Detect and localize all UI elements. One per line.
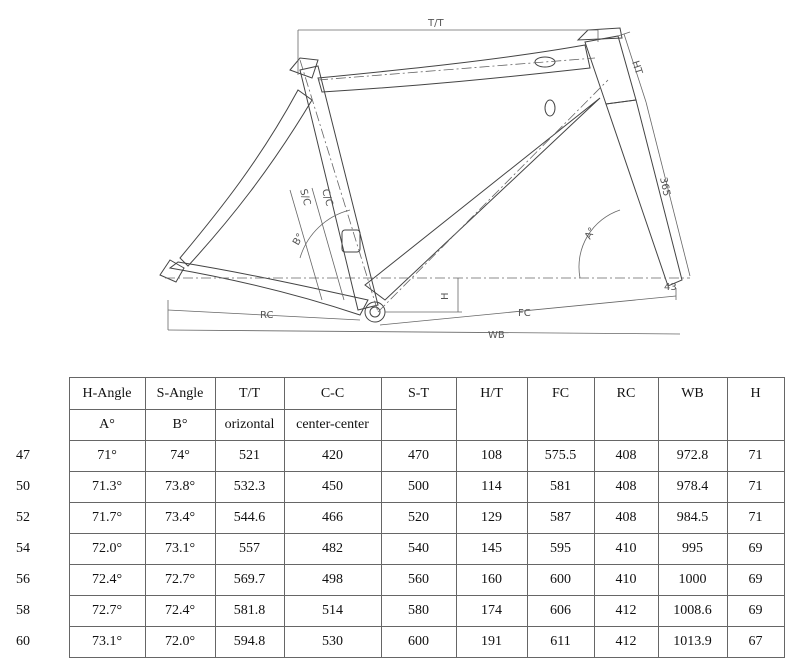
table-row — [14, 534, 784, 565]
cell-ht: 160 — [456, 565, 527, 596]
label-43: 43 — [664, 282, 677, 293]
label-rc: RC — [260, 310, 274, 321]
cell-tt: 521 — [215, 441, 284, 472]
cell-h-angle: 72.4° — [69, 565, 145, 596]
subheader-b: B° — [145, 410, 215, 441]
cell-cc: 482 — [284, 534, 381, 565]
cell-h-angle: 73.1° — [69, 627, 145, 658]
cell-h-angle: 72.0° — [69, 534, 145, 565]
cell-cc: 514 — [284, 596, 381, 627]
cell-wb: 984.5 — [658, 503, 727, 534]
cell-ht: 174 — [456, 596, 527, 627]
cell-wb: 972.8 — [658, 441, 727, 472]
header-wb: WB — [658, 378, 727, 410]
top-tube — [318, 45, 590, 92]
cell-st: 540 — [381, 534, 456, 565]
cell-rc: 410 — [594, 534, 658, 565]
rear-dropout — [160, 260, 184, 282]
cell-h-angle: 71.7° — [69, 503, 145, 534]
cell-tt: 532.3 — [215, 472, 284, 503]
cell-wb: 978.4 — [658, 472, 727, 503]
cell-ht: 191 — [456, 627, 527, 658]
cell-st: 600 — [381, 627, 456, 658]
cell-rc: 408 — [594, 441, 658, 472]
cell-cc: 530 — [284, 627, 381, 658]
cell-tt: 569.7 — [215, 565, 284, 596]
cell-h-angle: 71° — [69, 441, 145, 472]
cell-h-angle: 71.3° — [69, 472, 145, 503]
cell-fc: 595 — [527, 534, 594, 565]
header-h-angle: H-Angle — [69, 378, 145, 410]
cell-rc: 408 — [594, 472, 658, 503]
cell-size: 56 — [16, 572, 30, 587]
down-tube — [365, 98, 600, 300]
cell-size: 60 — [16, 634, 30, 649]
label-b-angle: B° — [291, 231, 307, 248]
header-s-angle: S-Angle — [145, 378, 215, 410]
cell-h: 71 — [727, 503, 784, 534]
cell-s-angle: 73.8° — [145, 472, 215, 503]
cell-st: 560 — [381, 565, 456, 596]
cell-cc: 498 — [284, 565, 381, 596]
cell-size: 47 — [16, 448, 30, 463]
cell-ht: 129 — [456, 503, 527, 534]
subheader-a: A° — [69, 410, 145, 441]
cell-fc: 611 — [527, 627, 594, 658]
cell-s-angle: 72.4° — [145, 596, 215, 627]
cell-rc: 412 — [594, 596, 658, 627]
cell-h: 69 — [727, 565, 784, 596]
label-ht: HT — [629, 59, 644, 76]
cell-ht: 108 — [456, 441, 527, 472]
header-ht: H/T — [456, 378, 527, 410]
cell-rc: 410 — [594, 565, 658, 596]
cell-cc: 420 — [284, 441, 381, 472]
label-fc: FC — [518, 308, 531, 319]
cell-wb: 1008.6 — [658, 596, 727, 627]
cell-ht: 145 — [456, 534, 527, 565]
cell-st: 520 — [381, 503, 456, 534]
cell-fc: 575.5 — [527, 441, 594, 472]
header-fc: FC — [527, 378, 594, 410]
cell-s-angle: 74° — [145, 441, 215, 472]
table-row — [14, 503, 784, 534]
cell-s-angle: 72.7° — [145, 565, 215, 596]
label-cc: C/C — [319, 187, 335, 208]
seat-post — [290, 58, 318, 78]
subheader-tt: orizontal — [215, 410, 284, 441]
label-h: H — [440, 292, 451, 300]
cell-rc: 412 — [594, 627, 658, 658]
cell-wb: 1000 — [658, 565, 727, 596]
header-cc: C-C — [284, 378, 381, 410]
cell-h: 67 — [727, 627, 784, 658]
header-tt: T/T — [215, 378, 284, 410]
table-row — [14, 441, 784, 472]
cell-wb: 1013.9 — [658, 627, 727, 658]
cell-h: 69 — [727, 534, 784, 565]
cell-size: 54 — [16, 541, 30, 556]
label-wb: WB — [488, 330, 505, 341]
cell-s-angle: 73.1° — [145, 534, 215, 565]
subheader-cc: center-center — [284, 410, 381, 441]
cell-st: 500 — [381, 472, 456, 503]
cell-fc: 600 — [527, 565, 594, 596]
cell-cc: 466 — [284, 503, 381, 534]
cell-st: 470 — [381, 441, 456, 472]
cell-s-angle: 72.0° — [145, 627, 215, 658]
label-365: 365 — [657, 176, 672, 198]
cell-h: 69 — [727, 596, 784, 627]
cell-h: 71 — [727, 441, 784, 472]
cell-size: 58 — [16, 603, 30, 618]
geometry-table — [14, 377, 785, 658]
cell-rc: 408 — [594, 503, 658, 534]
cell-h-angle: 72.7° — [69, 596, 145, 627]
cell-tt: 594.8 — [215, 627, 284, 658]
cell-cc: 450 — [284, 472, 381, 503]
cell-s-angle: 73.4° — [145, 503, 215, 534]
cell-tt: 581.8 — [215, 596, 284, 627]
cell-h: 71 — [727, 472, 784, 503]
bottom-bracket — [365, 302, 385, 322]
label-sc: S/C — [297, 187, 313, 207]
table-row — [14, 565, 784, 596]
label-a-angle: A° — [583, 225, 599, 242]
header-rc: RC — [594, 378, 658, 410]
cell-size: 50 — [16, 479, 30, 494]
cell-tt: 557 — [215, 534, 284, 565]
chain-stay — [170, 262, 368, 315]
header-h: H — [727, 378, 784, 410]
table-row — [14, 596, 784, 627]
cell-ht: 114 — [456, 472, 527, 503]
cell-wb: 995 — [658, 534, 727, 565]
cell-fc: 581 — [527, 472, 594, 503]
label-tt: T/T — [428, 18, 444, 29]
cell-tt: 544.6 — [215, 503, 284, 534]
table-row — [14, 627, 784, 658]
cell-size: 52 — [16, 510, 30, 525]
table-row — [14, 472, 784, 503]
cell-fc: 587 — [527, 503, 594, 534]
cell-fc: 606 — [527, 596, 594, 627]
header-st: S-T — [381, 378, 456, 410]
cell-st: 580 — [381, 596, 456, 627]
